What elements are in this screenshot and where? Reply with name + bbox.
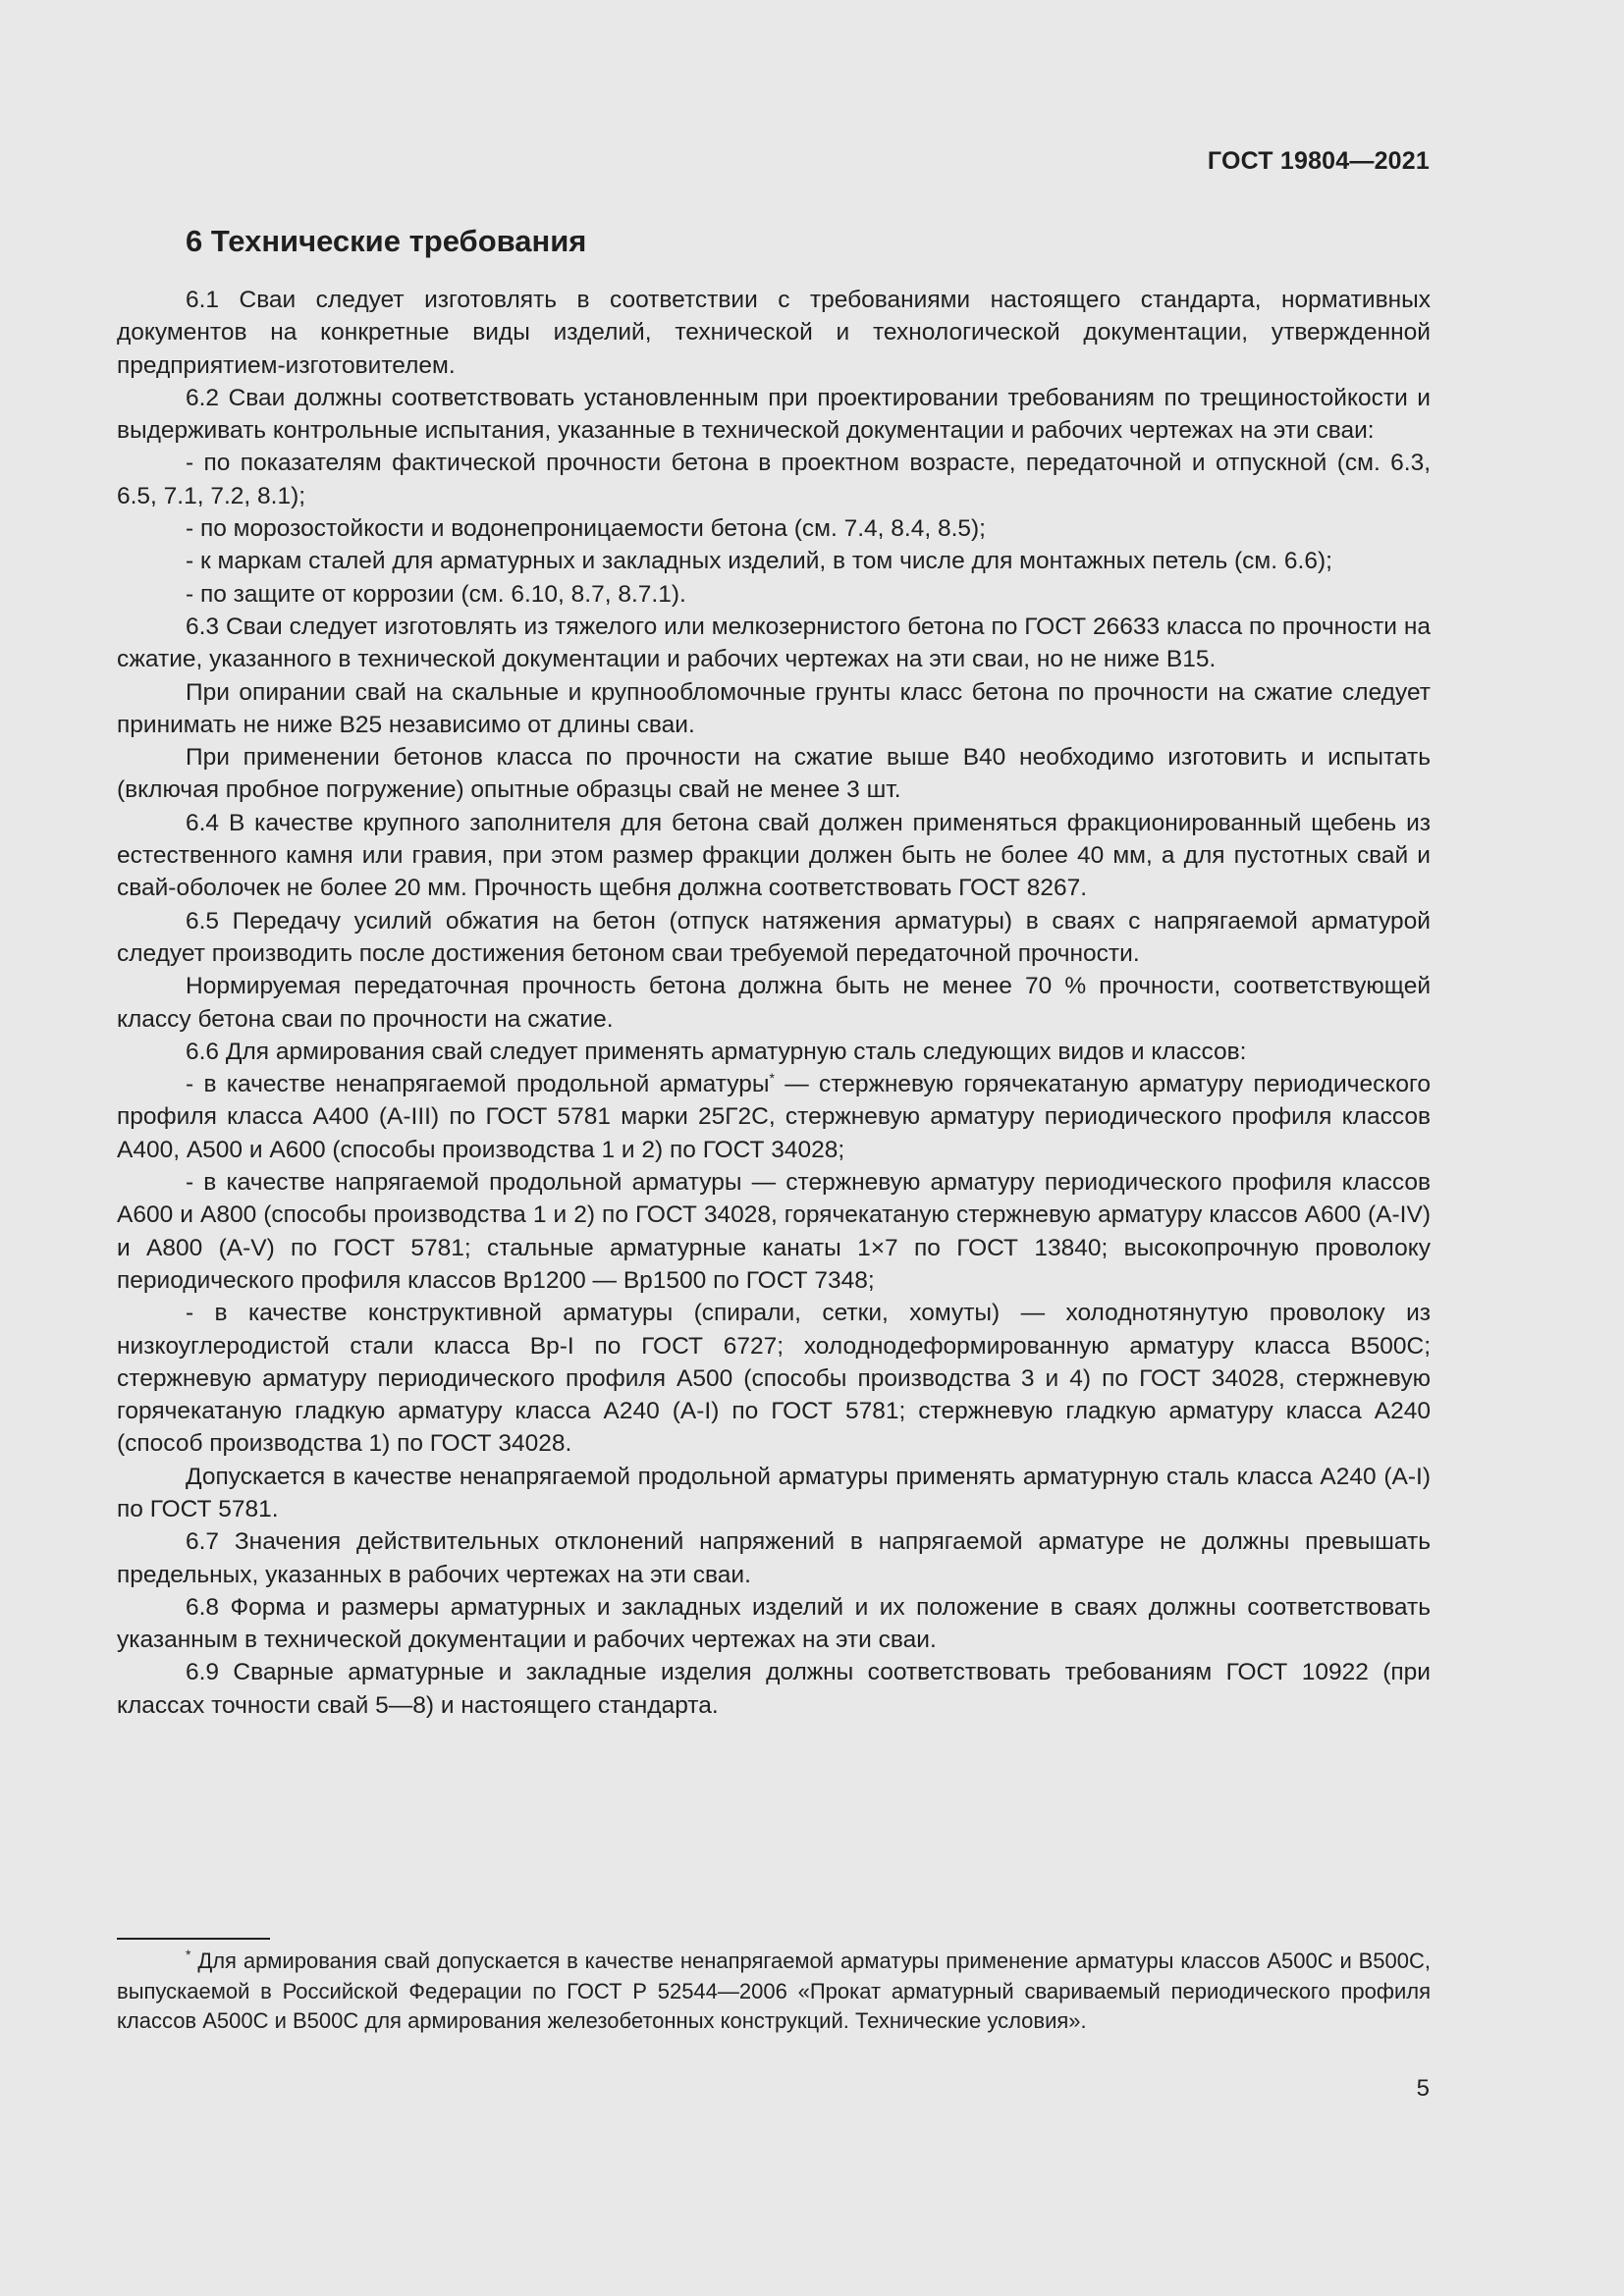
list-item: - в качестве конструктивной арматуры (спирали, сетки, хомуты) — холоднотянутую проволоку из низкоуглеродистой стали класса Вр-I по ГОСТ 6727; холоднодеформированную арматуру класса В500С; стержневую арматуру периодического профиля А500 (способы производства 3 и 4) по ГОСТ 34028, стержневую горячекатаную гладкую арматуру класса А240 (А-I) по ГОСТ 5781; стержневую гладкую арматуру класса А240 (способ производства 1) по ГОСТ 34028. <box>117 1300 1431 1458</box>
paragraph: 6.4 В качестве крупного заполнителя для бетона свай должен применяться фракционированный щебень из естественного камня или гравия, при этом размер фракции должен быть не более 40 мм, а для пустотных свай и свай-оболочек не более 20 мм. Прочность щебня должна соответствовать ГОСТ 8267. <box>117 809 1431 902</box>
list-item-text: — стержневую горячекатаную арматуру периодического профиля класса А400 (А-III) по ГОСТ 5781 марки 25Г2С, стержневую арматуру периодического профиля классов А400, А500 и А600 (способы производства 1 и 2) по ГОСТ 34028; <box>117 1071 1431 1163</box>
footnote-area <box>117 1938 1431 2037</box>
paragraph: При применении бетонов класса по прочности на сжатие выше В40 необходимо изготовить и испытать (включая пробное погружение) опытные образцы свай не менее 3 шт. <box>117 744 1431 804</box>
footnote-mark: * <box>186 1947 191 1962</box>
page-number: 5 <box>1416 2075 1430 2102</box>
list-item: - по показателям фактической прочности бетона в проектном возрасте, передаточной и отпускной (см. 6.3, 6.5, 7.1, 7.2, 8.1); <box>117 450 1431 509</box>
paragraph: 6.8 Форма и размеры арматурных и закладных изделий и их положение в сваях должны соответствовать указанным в технической документации и рабочих чертежах на эти сваи. <box>117 1593 1431 1654</box>
list-item: - к маркам сталей для арматурных и закладных изделий, в том числе для монтажных петель (см. 6.6); <box>186 548 1332 575</box>
list-item: - по морозостойкости и водонепроницаемости бетона (см. 7.4, 8.4, 8.5); <box>186 515 986 543</box>
paragraph: 6.5 Передачу усилий обжатия на бетон (отпуск натяжения арматуры) в сваях с напрягаемой арматурой следует производить после достижения бетоном сваи требуемой передаточной прочности. <box>117 907 1431 967</box>
paragraph: 6.9 Сварные арматурные и закладные изделия должны соответствовать требованиям ГОСТ 10922 (при классах точности свай 5—8) и настоящего стандарта. <box>117 1659 1431 1719</box>
paragraph: 6.2 Сваи должны соответствовать установленным при проектировании требованиям по трещиностойкости и выдерживать контрольные испытания, указанные в технической документации и рабочих чертежах на эти сваи: <box>117 384 1431 445</box>
paragraph: 6.3 Сваи следует изготовлять из тяжелого или мелкозернистого бетона по ГОСТ 26633 класса по прочности на сжатие, указанного в технической документации и рабочих чертежах на эти сваи, но не ниже В15. <box>117 613 1431 673</box>
section-content <box>117 216 1431 1722</box>
list-item <box>117 1068 1431 1166</box>
paragraph: 6.6 Для армирования свай следует применять арматурную сталь следующих видов и классов: <box>186 1038 1247 1065</box>
list-item: - по защите от коррозии (см. 6.10, 8.7, 8.7.1). <box>186 580 686 608</box>
paragraph: 6.1 Сваи следует изготовлять в соответствии с требованиями настоящего стандарта, нормативных документов на конкретные виды изделий, технической и технологической документации, утвержденной предприятием-изготовителем. <box>117 287 1431 379</box>
paragraph: 6.7 Значения действительных отклонений напряжений в напрягаемой арматуре не должны превышать предельных, указанных в рабочих чертежах на эти сваи. <box>117 1528 1431 1588</box>
paragraph: Нормируемая передаточная прочность бетона должна быть не менее 70 % прочности, соответствующей классу бетона сваи по прочности на сжатие. <box>117 973 1431 1033</box>
footnote-divider <box>117 1938 270 1940</box>
document-header-standard-number: ГОСТ 19804—2021 <box>1207 147 1430 175</box>
footnote-body: Для армирования свай допускается в качестве ненапрягаемой арматуры применение арматуры классов А500С и В500С, выпускаемой в Российской Федерации по ГОСТ Р 52544—2006 «Прокат арматурный свариваемый периодического профиля классов А500С и В500С для армирования железобетонных конструкций. Технические условия». <box>117 1949 1431 2033</box>
list-item: - в качестве напрягаемой продольной арматуры — стержневую арматуру периодического профиля классов А600 и А800 (способы производства 1 и 2) по ГОСТ 34028, горячекатаную стержневую арматуру классов А600 (А-IV) и А800 (А-V) по ГОСТ 5781; стальные арматурные канаты 1×7 по ГОСТ 13840; высокопрочную проволоку периодического профиля классов Вр1200 — Вр1500 по ГОСТ 7348; <box>117 1169 1431 1294</box>
footnote-reference[interactable]: * <box>769 1070 775 1087</box>
paragraph: Допускается в качестве ненапрягаемой продольной арматуры применять арматурную сталь класса А240 (А-I) по ГОСТ 5781. <box>117 1463 1431 1522</box>
paragraph: При опирании свай на скальные и крупнообломочные грунты класс бетона по прочности на сжатие следует принимать не ниже В25 независимо от длины сваи. <box>117 678 1431 738</box>
list-item-text: - в качестве ненапрягаемой продольной арматуры <box>186 1071 770 1098</box>
section-title: 6 Технические требования <box>186 224 587 258</box>
footnote-text <box>117 1947 1431 2037</box>
